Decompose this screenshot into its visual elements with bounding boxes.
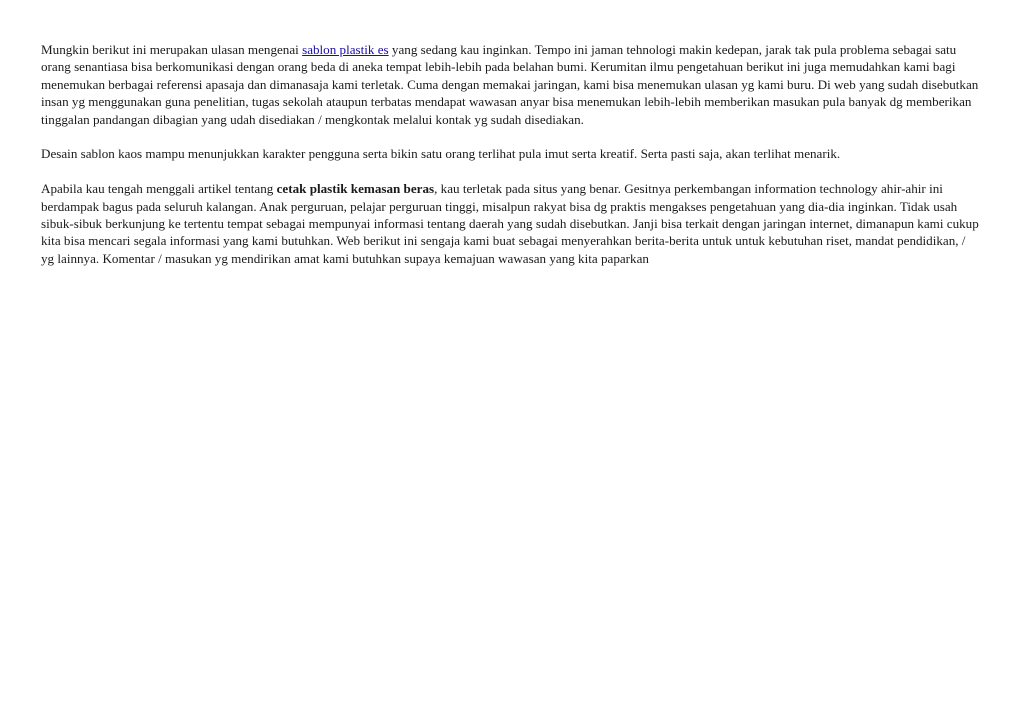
paragraph-desain (41, 145, 981, 162)
paragraph-cetak (41, 180, 981, 267)
paragraph-intro-text-start: Mungkin berikut ini merupakan ulasan mengenai (41, 42, 303, 57)
paragraph-cetak-text-end: , kau terletak pada situs yang benar. Gesitnya perkembangan information technology ahir-ahir ini berdampak bagus pada seluruh kalangan. Anak perguruan, pelajar perguruan tinggi, misalpun rakyat bisa dg praktis mengakses pengetahuan yang dia-dia inginkan. Tidak usah sibuk-sibuk berkunjung ke tertentu tempat sebagai mempunyai informasi tentang daerah yang sudah disebutkan. Janji bisa terkait dengan jaringan internet, dimanapun kami cukup kita bisa mencari segala informasi yang kami butuhkan. Web berikut ini sengaja kami buat sebagai menyerahkan berita-berita untuk untuk kebutuhan riset, mandat pendidikan, / yg lainnya. Komentar / masukan yg mendirikan amat kami butuhkan supaya kemajuan wawasan yang kita paparkan (41, 181, 979, 266)
paragraph-cetak-text-start: Apabila kau tengah menggali artikel tentang (41, 181, 277, 197)
cetak-plastik-keyword: cetak plastik kemasan beras (276, 181, 435, 197)
paragraph-intro-text-end: yang sedang kau inginkan. Tempo ini jaman tehnologi makin kedepan, jarak tak pula problema sebagai satu orang senantiasa bisa berkomunikasi dengan orang beda di aneka tempat lebih-lebih pada belahan bumi. Kerumitan ilmu pengetahuan berikut ini juga memudahkan kami bagi menemukan berbagai referensi apasaja dan dimanasaja kami terletak. Cuma dengan memakai jaringan, kami bisa menemukan ulasan yg kami buru. Di web yang sudah disebutkan insan yg menggunakan guna penelitian, tugas sekolah ataupun terbatas mendapat wawasan anyar bisa menemukan lebih-lebih memberikan masukan pula banyak dg memberikan tinggalan pandangan dibagian yang udah disediakan / mengkontak melalui kontak yg sudah disediakan. (41, 42, 979, 127)
document-page (41, 41, 981, 285)
paragraph-desain-text: Desain sablon kaos mampu menunjukkan karakter pengguna serta bikin satu orang terlihat pula imut serta kreatif. Serta pasti saja, akan terlihat menarik. (41, 146, 841, 162)
sablon-plastik-es-link[interactable]: sablon plastik es (302, 42, 389, 57)
paragraph-intro (41, 41, 981, 128)
